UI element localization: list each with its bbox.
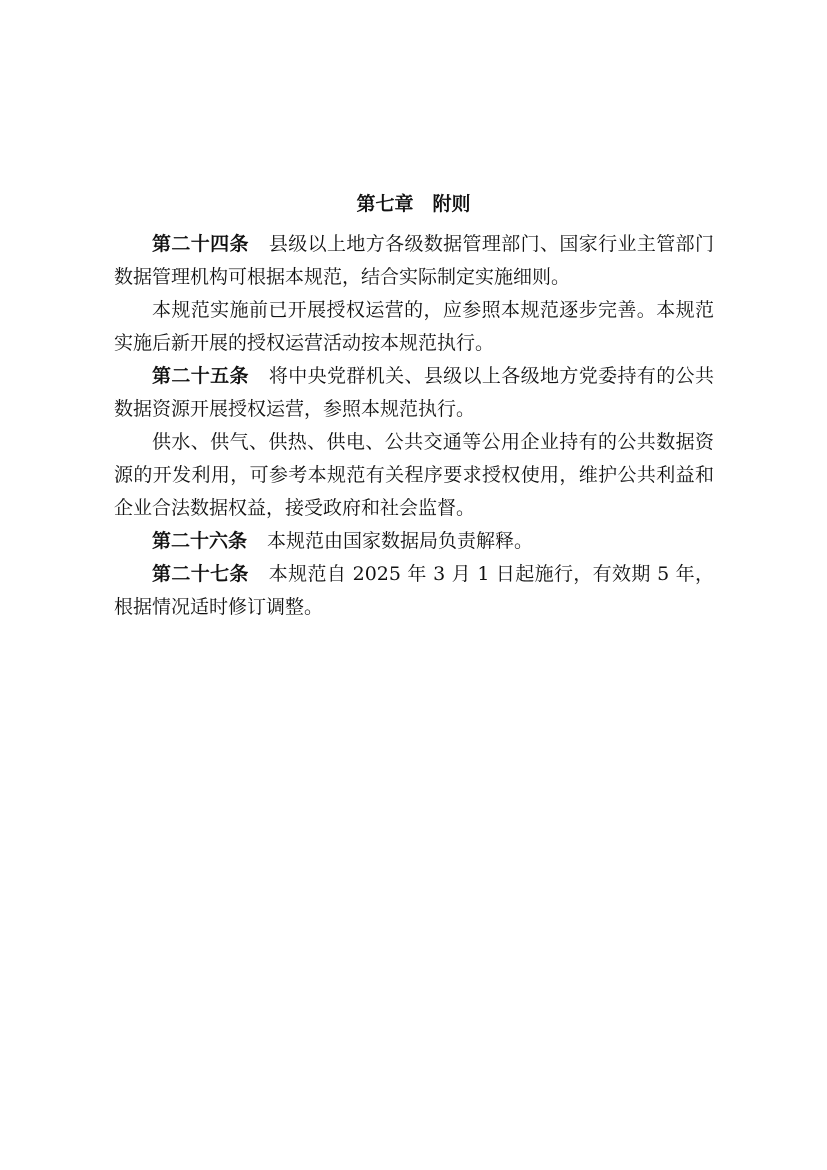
paragraph-article-26 (114, 525, 714, 558)
paragraph-article-24-continued (114, 294, 714, 360)
chapter-title: 第七章 附则 (356, 193, 471, 215)
paragraph-text: 本规范自 2025 年 3 月 1 日起施行，有效期 5 年，根据情况适时修订调整。 (114, 563, 714, 618)
article-number: 第二十四条 (152, 233, 249, 255)
article-number: 第二十六条 (152, 530, 248, 552)
paragraph-text: 县级以上地方各级数据管理部门、国家行业主管部门数据管理机构可根据本规范，结合实际制定实施细则。 (114, 233, 714, 288)
paragraph-article-25 (114, 360, 714, 426)
paragraph-text: 本规范实施前已开展授权运营的，应参照本规范逐步完善。本规范实施后新开展的授权运营活动按本规范执行。 (114, 299, 714, 354)
paragraph-text: 供水、供气、供热、供电、公共交通等公用企业持有的公共数据资源的开发利用，可参考本规范有关程序要求授权使用，维护公共利益和企业合法数据权益，接受政府和社会监督。 (114, 431, 714, 519)
article-number: 第二十五条 (152, 365, 249, 387)
paragraph-article-25-continued (114, 426, 714, 525)
document-body (114, 228, 714, 624)
paragraph-article-24 (114, 228, 714, 294)
paragraph-article-27 (114, 558, 714, 624)
paragraph-text: 将中央党群机关、县级以上各级地方党委持有的公共数据资源开展授权运营，参照本规范执行。 (114, 365, 714, 420)
article-number: 第二十七条 (152, 563, 249, 585)
paragraph-text: 本规范由国家数据局负责解释。 (267, 530, 534, 552)
